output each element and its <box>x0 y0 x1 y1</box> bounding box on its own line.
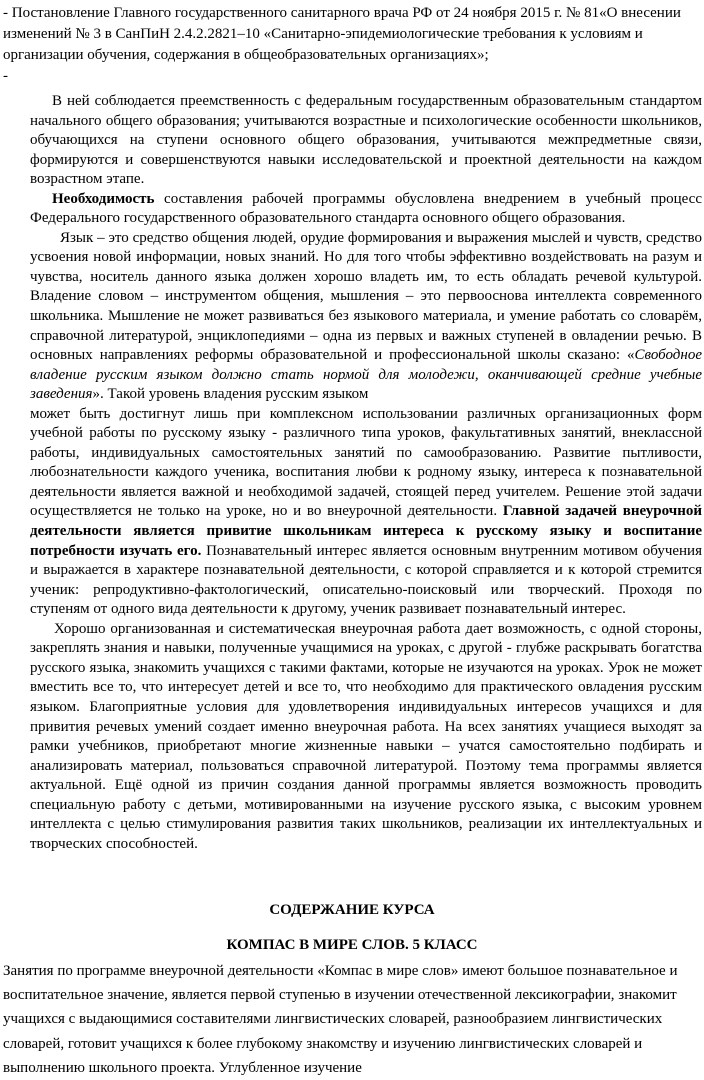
paragraph-language <box>30 229 702 405</box>
forms-text-end: Познавательный интерес является основным внутренним мотивом обучения и выражается в характере познавательной деятельности, с которой справляется и к которой стремится ученик: репродуктивно-фактологический, описательно-поисковый или творческий. Проходя по ступеням от одного вида деятельности к другому, ученик развивает познавательный интерес. <box>30 542 702 618</box>
main-body <box>30 92 702 854</box>
paragraph-continuity: В ней соблюдается преемственность с федеральным государственным образовательным стандартом начального общего образования; учитываются возрастные и психологические особенности школьников, обучающихся на ступени основного общего образования, учитываются межпредметные связи, формируются и совершенствуются навыки исследовательской и проектной деятельности на каждом возрастном этапе. <box>30 93 702 188</box>
grade-section-heading: КОМПАС В МИРЕ СЛОВ. 5 КЛАСС <box>226 937 478 953</box>
course-content-heading: СОДЕРЖАНИЕ КУРСА <box>269 902 435 918</box>
reform-quote: Свободное владение русским языком должно стать нормой для молодежи, оканчивающей средние учебные заведения <box>30 347 702 403</box>
paragraph-forms <box>30 405 702 620</box>
intro-block <box>3 3 701 87</box>
language-text: Язык – это средство общения людей, орудие формирования и выражения мыслей и чувств, средство усвоения новой информации, новых знаний. Но для того чтобы эффективно воздействовать на разум и чувства, носитель данного языка должен хорошо владеть им, то есть обладать речевой культурой. Владение словом – инструментом общения, мышления – это первооснова интеллекта современного школьника. Мышление не может развиваться без языкового материала, и умение работать со словарём, справочной литературой, энциклопедиями – одна из первых и важных ступеней в овладении речью. В основных направлениях реформы образовательной и профессиональной школы сказано: « <box>30 229 702 364</box>
necessity-text: составления рабочей программы обусловлена внедрением в учебный процесс Федерального государственного образовательного стандарта основного общего образования. <box>30 190 702 227</box>
necessity-term: Необходимость <box>52 190 155 207</box>
course-description <box>3 959 701 1080</box>
course-description-text: Занятия по программе внеурочной деятельности «Компас в мире слов» имеют большое познавательное и воспитательное значение, является первой ступенью в изучении отечественной лексикографии, знакомит учащихся с выдающимися составителями лингвистических словарей, разнообразием лингвистических словарей, готовит учащихся к более глубокому знакомству и изучению лингвистических словарей и выполнению школьного проекта. Углубленное изучение <box>3 963 678 1076</box>
main-task-statement: Главной задачей внеурочной деятельности является привитие школьникам интереса к русскому языку и воспитание потребности изучать его. <box>30 503 703 559</box>
paragraph-extracurricular: Хорошо организованная и систематическая внеурочная работа дает возможность, с одной стороны, закреплять знания и навыки, полученные учащимися на уроках, с другой - глубже раскрывать богатства русского языка, знакомить учащихся с такими фактами, которые не изучаются на уроках. Урок не может вместить все то, что интересует детей и все то, что необходимо для практического овладения русским языком. Благоприятные условия для удовлетворения индивидуальных интересов учащихся и для привития речевых умений создает именно внеурочная работа. На всех занятиях учащиеся выходят за рамки учебников, приобретают многие жизненные навыки – учатся самостоятельно подбирать и анализировать материал, пользоваться справочной литературой. Поэтому тема программы является актуальной. Ещё одной из причин создания данной программы является возможность проводить специальную работу с детьми, мотивированными на изучение русского языка, с высоким уровнем интеллекта с целью стимулирования развития таких школьников, реализации их интеллектуальных и творческих способностей. <box>30 620 702 852</box>
empty-list-dash: - <box>3 68 8 84</box>
language-text-end: ». Такой уровень владения русским языком <box>92 386 369 403</box>
forms-text: может быть достигнут лишь при комплексном использовании различных организационных форм учебной работы по русскому языку - различного типа уроков, факультативных занятий, внеклассной работы, индивидуальных самостоятельных занятий по самообразованию. Развитие пытливости, любознательности каждого ученика, воспитания любви к родному языку, интереса к познавательной деятельности является важной и необходимой задачей, стоящей перед учителем. Решение этой задачи осуществляется не только на уроке, но и во внеурочной деятельности. <box>30 405 702 520</box>
paragraph-necessity <box>30 190 702 229</box>
decree-reference: - Постановление Главного государственного санитарного врача РФ от 24 ноября 2015 г. № 81«О внесении изменений № 3 в СанПиН 2.4.2.2821–10 «Санитарно-эпидемиологические требования к условиям и организации обучения, содержания в общеобразовательных организациях»; <box>3 5 681 63</box>
